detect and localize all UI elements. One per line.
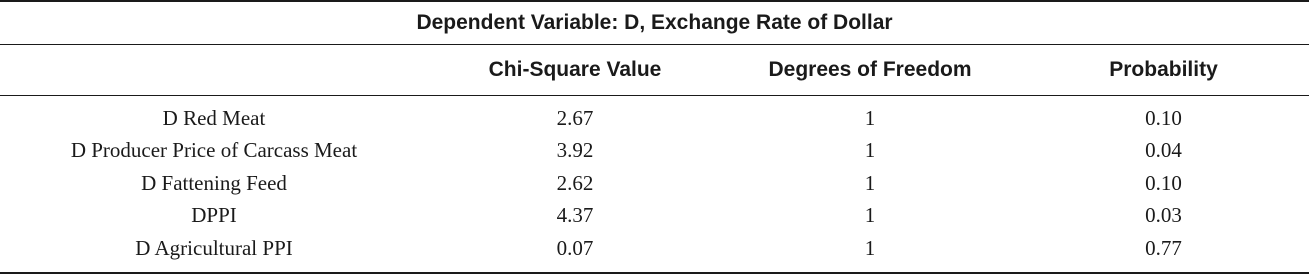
header-chi-square: Chi-Square Value: [488, 58, 662, 81]
table-row: [0, 102, 1309, 135]
row-probability: 0.10: [1145, 105, 1182, 130]
row-chi-square: 3.92: [556, 138, 594, 163]
row-probability: 0.10: [1145, 170, 1182, 195]
row-chi-square: 2.67: [556, 105, 594, 130]
row-degrees-of-freedom: 1: [864, 105, 876, 130]
row-degrees-of-freedom: 1: [864, 235, 876, 260]
row-variable: D Agricultural PPI: [135, 235, 293, 260]
header-degrees-of-freedom: Degrees of Freedom: [768, 58, 972, 81]
row-variable: D Red Meat: [162, 105, 266, 130]
row-variable: D Fattening Feed: [141, 170, 287, 195]
row-variable: D Producer Price of Carcass Meat: [70, 138, 358, 163]
table-caption: Dependent Variable: D, Exchange Rate of Dollar: [416, 11, 893, 34]
row-chi-square: 0.07: [556, 235, 594, 260]
row-probability: 0.77: [1145, 235, 1182, 260]
row-probability: 0.04: [1145, 138, 1182, 163]
row-chi-square: 2.62: [556, 170, 594, 195]
table-row: [0, 232, 1309, 265]
row-degrees-of-freedom: 1: [864, 203, 876, 228]
row-variable: DPPI: [191, 203, 237, 228]
header-probability: Probability: [1109, 58, 1218, 81]
table-row: [0, 167, 1309, 200]
header-rule: [0, 95, 1309, 96]
row-degrees-of-freedom: 1: [864, 170, 876, 195]
table-header-row: [0, 45, 1309, 95]
table-body: [0, 102, 1309, 265]
table-row: [0, 135, 1309, 168]
table-row: [0, 200, 1309, 233]
row-degrees-of-freedom: 1: [864, 138, 876, 163]
row-probability: 0.03: [1145, 203, 1182, 228]
bottom-rule: [0, 272, 1309, 274]
header-variable: [0, 45, 428, 95]
row-chi-square: 4.37: [556, 203, 594, 228]
